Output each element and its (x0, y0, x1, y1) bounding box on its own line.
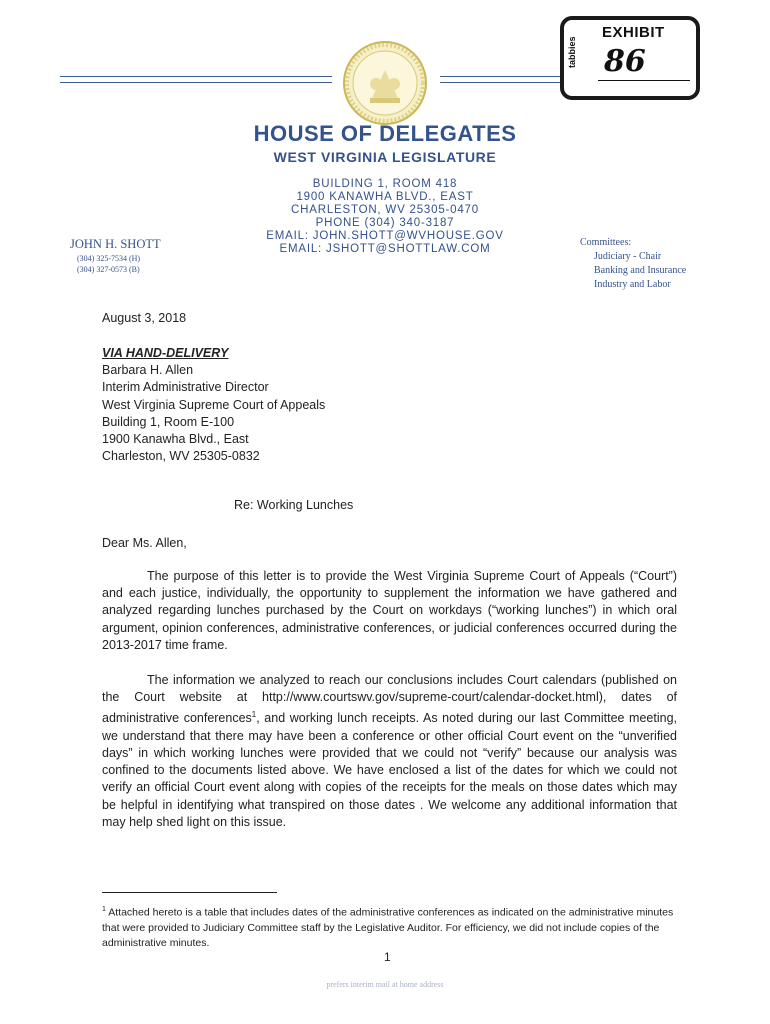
exhibit-number: 86 (604, 44, 646, 79)
committee-item: Judiciary - Chair (594, 251, 662, 262)
letterhead-rule-left-thin (60, 82, 332, 83)
exhibit-title: EXHIBIT (602, 24, 665, 41)
footnote-reference: 1 (251, 710, 257, 720)
address-line-3: CHARLESTON, WV 25305-0470 (291, 204, 479, 216)
paragraph-1-text: The purpose of this letter is to provide the West Virginia Supreme Court of Appeals (“Court”) and each justice, individually, the opportunity to supplement the information we have gathered and analyzed regarding lunches purchased by the Court on workdays (“working lunches”) in which oral argument, opinion conferences, administrative conferences, or judicial conferences occurred during the 2013-2017 time frame. (102, 569, 677, 652)
paragraph-2-text-a: The information we analyzed to reach our conclusions includes Court calendars (published on the Court website at http://www.courtswv.gov/supreme-court/calendar-docket.html), dates of administrative conferences (102, 673, 677, 726)
footnote-rule (102, 892, 277, 893)
letterhead-house: HOUSE OF DELEGATES (253, 121, 517, 146)
recipient-block (102, 345, 325, 465)
letterhead-rule-right (440, 76, 562, 77)
delivery-method: VIA HAND-DELIVERY (102, 346, 229, 360)
committee-item: Industry and Labor (594, 279, 671, 290)
exhibit-underline (598, 80, 690, 81)
delegate-phone-business: (304) 327-0573 (B) (77, 265, 140, 274)
recipient-line: Interim Administrative Director (102, 380, 269, 395)
letter-date: August 3, 2018 (102, 311, 187, 325)
letterhead-legislature: WEST VIRGINIA LEGISLATURE (273, 149, 497, 165)
letterhead-rule-left (60, 76, 332, 77)
address-line-5: EMAIL: JOHN.SHOTT@WVHOUSE.GOV (266, 230, 504, 242)
address-line-1: BUILDING 1, ROOM 418 (312, 178, 458, 190)
footer-note: prefers interim mail at home address (326, 980, 444, 989)
subject-line: Re: Working Lunches (234, 498, 354, 512)
paragraph-2-text-b: , and working lunch receipts. As noted during our last Committee meeting, we understand that there may have been a conference or other official Court event on the “unverified days” in which working lunches were provided that we could not “verify” because our analysis was confined to the documents listed above. We have enclosed a list of the dates for which we could not verify an official Court event along with copies of the receipts for the meals on those dates which may be helpful in identifying what transpired on those dates . We welcome any additional information that may help shed light on this issue. (102, 711, 677, 829)
delegate-name: JOHN H. SHOTT (70, 237, 161, 251)
paragraph-1 (102, 568, 677, 654)
address-line-6: EMAIL: JSHOTT@SHOTTLAW.COM (279, 243, 491, 255)
footnote-mark: 1 (102, 906, 106, 913)
committees-heading: Committees: (580, 237, 632, 248)
letterhead-rule-right-thin (440, 82, 562, 83)
committees-block (580, 236, 686, 292)
footnote (102, 902, 677, 951)
address-line-2: 1900 KANAWHA BLVD., EAST (296, 191, 474, 203)
paragraph-2 (102, 672, 677, 831)
recipient-line: Building 1, Room E-100 (102, 414, 235, 429)
state-seal-icon (342, 40, 428, 126)
salutation: Dear Ms. Allen, (102, 536, 187, 550)
recipient-line: 1900 Kanawha Blvd., East (102, 432, 249, 447)
committee-item: Banking and Insurance (594, 265, 687, 276)
footnote-text: Attached hereto is a table that includes dates of the administrative conferences as indicated on the administrative minutes that were provided to Judiciary Committee staff by the Legislative Auditor. For efficiency, we did not include copies of the administrative minutes. (102, 906, 674, 949)
exhibit-sticker (560, 16, 700, 100)
recipient-line: West Virginia Supreme Court of Appeals (102, 397, 326, 412)
delegate-phone-home: (304) 325-7534 (H) (77, 254, 141, 263)
recipient-line: Charleston, WV 25305-0832 (102, 449, 260, 464)
address-line-4: PHONE (304) 340-3187 (315, 217, 455, 229)
exhibit-brand: tabbies (567, 36, 577, 68)
recipient-line: Barbara H. Allen (102, 363, 194, 378)
page-number: 1 (384, 950, 391, 964)
